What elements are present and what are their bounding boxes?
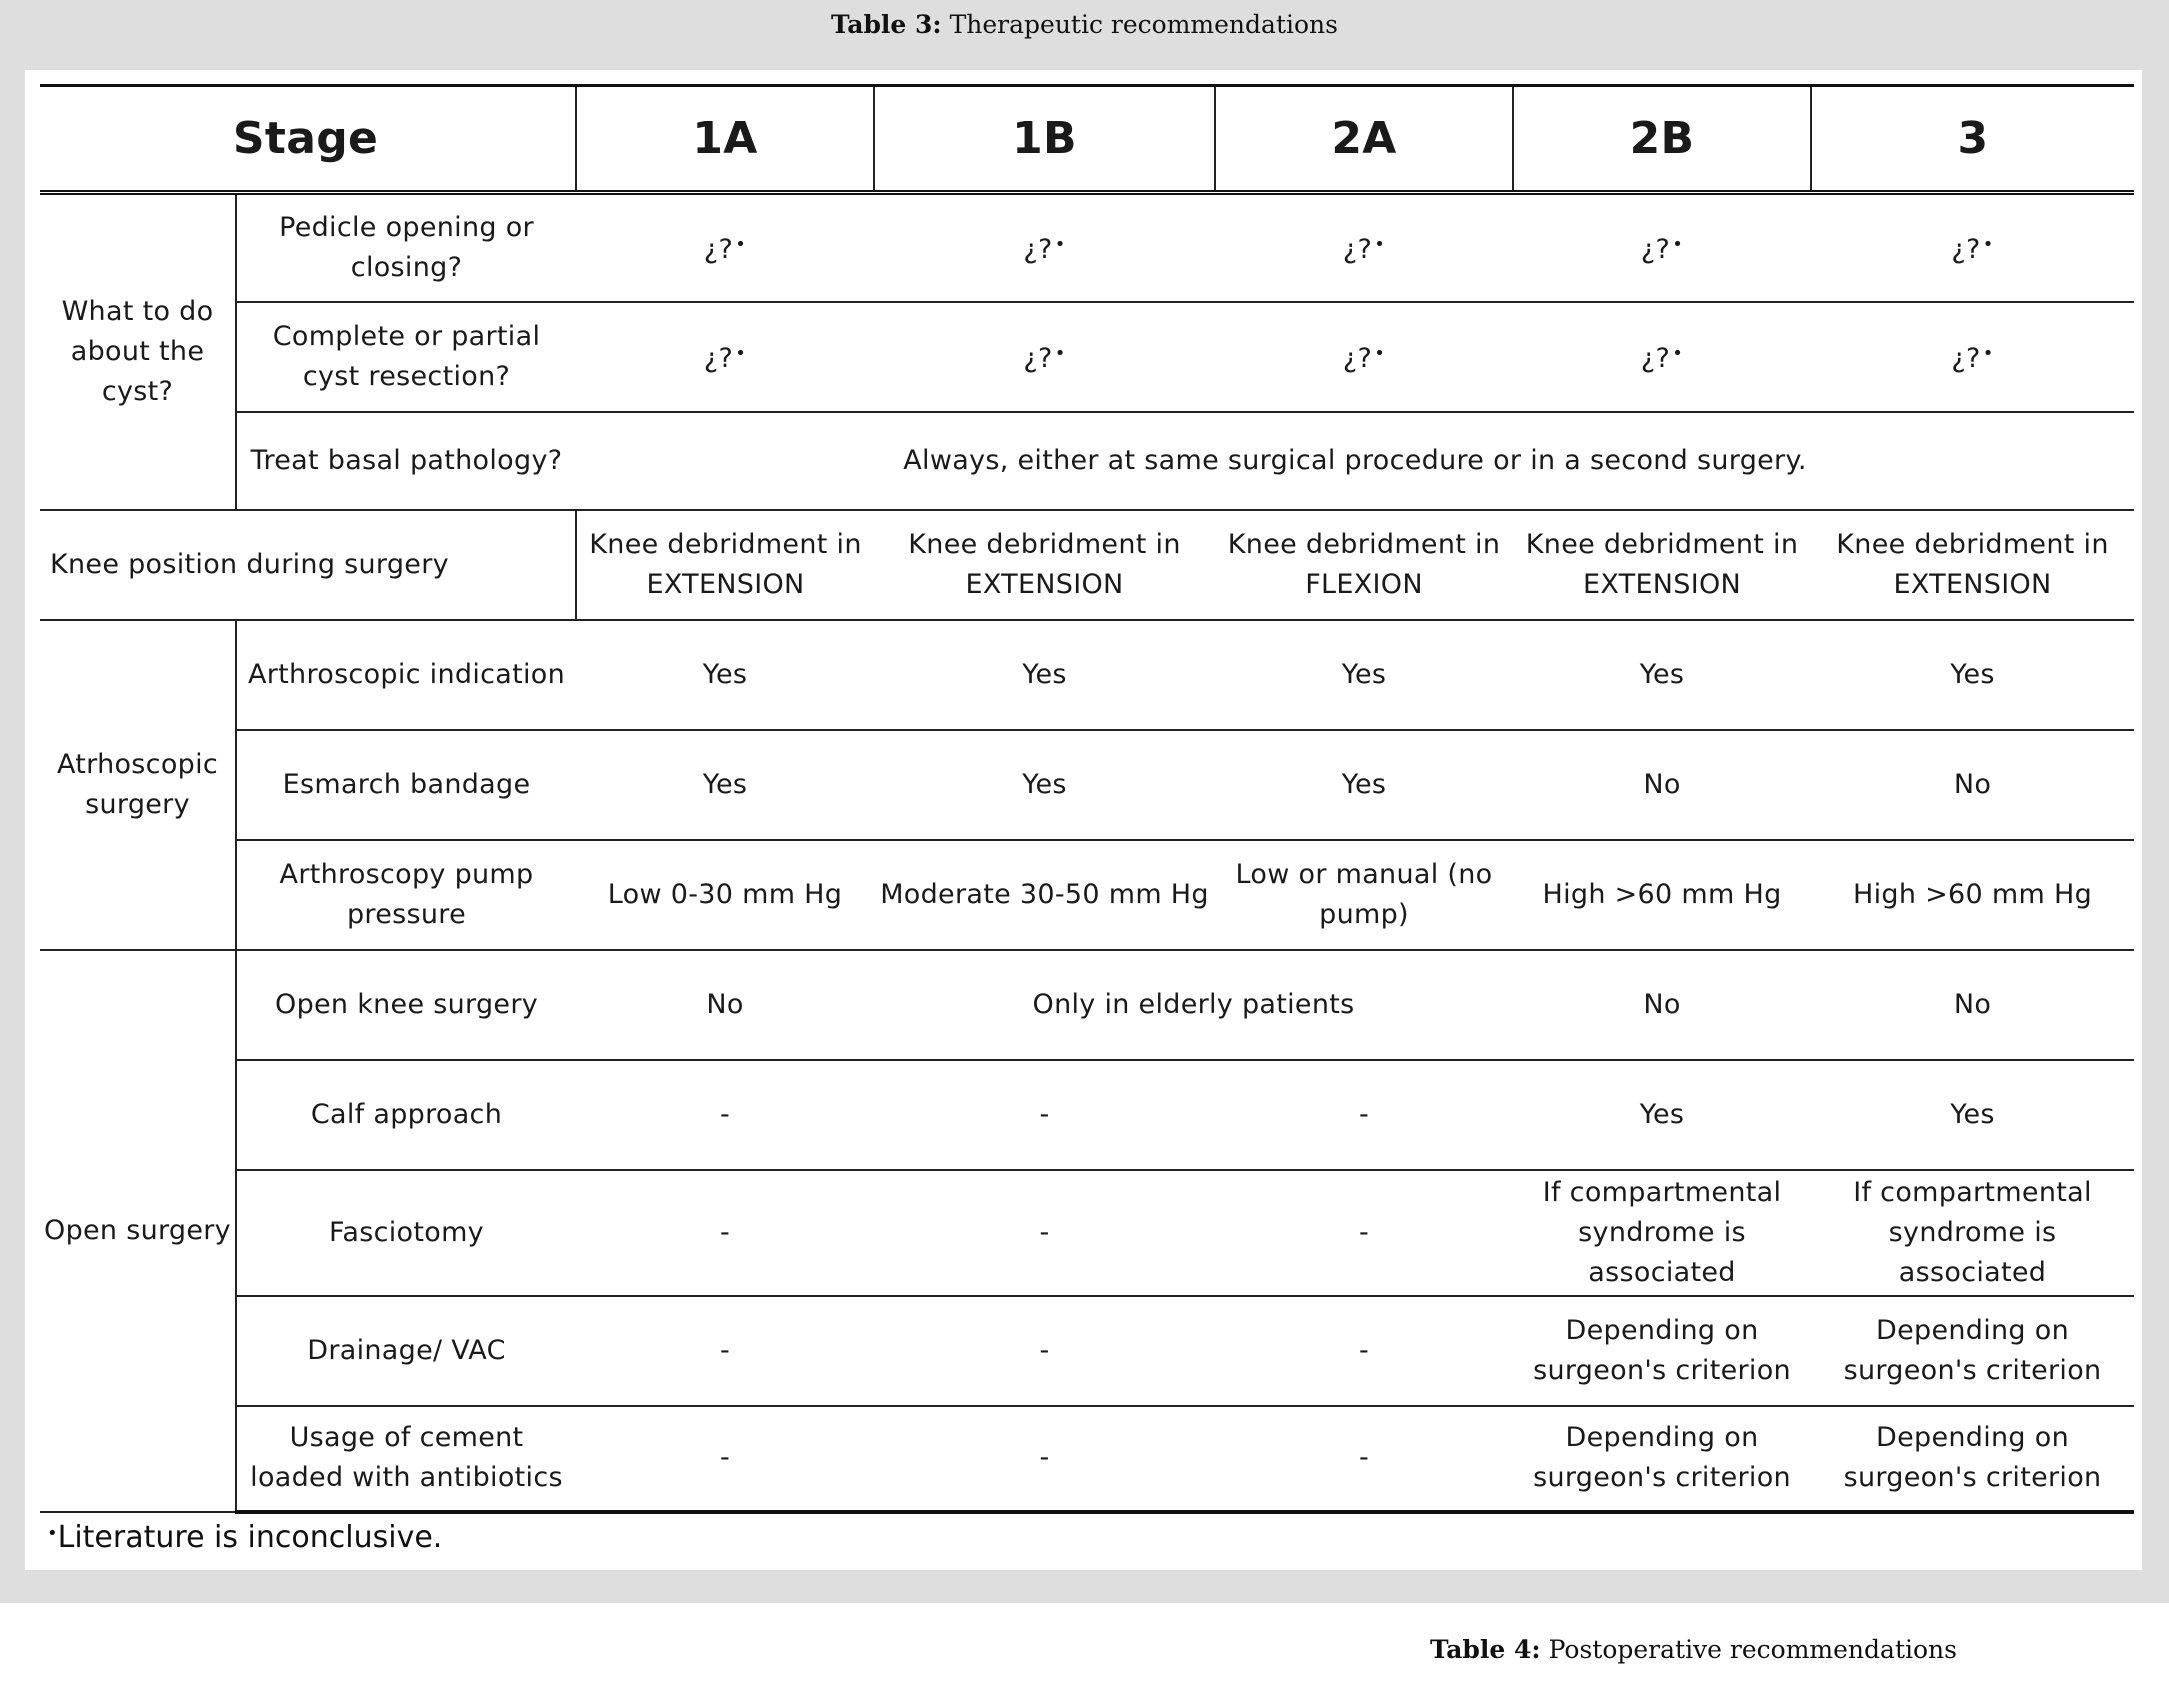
table-row bbox=[40, 1170, 2134, 1296]
q-text: ¿? bbox=[703, 234, 734, 266]
group-cyst: What to do about the cyst? bbox=[40, 193, 236, 510]
table-4-caption bbox=[1430, 1635, 1957, 1664]
asterisk: • bbox=[1054, 234, 1066, 256]
table-4-label: Table 4: bbox=[1430, 1635, 1541, 1664]
cell-knee-1a: Knee debridment in EXTENSION bbox=[576, 510, 874, 620]
table-row bbox=[40, 302, 2134, 412]
row-label-fasciotomy: Fasciotomy bbox=[236, 1170, 576, 1296]
cell-esmarch-1b: Yes bbox=[874, 730, 1215, 840]
row-label-drainage: Drainage/ VAC bbox=[236, 1296, 576, 1406]
cell-basal-span: Always, either at same surgical procedure or in a second surgery. bbox=[576, 412, 2134, 510]
table-row bbox=[40, 193, 2134, 302]
cell-pedicle-1a bbox=[576, 193, 874, 302]
cell-resection-1b bbox=[874, 302, 1215, 412]
cell-openknee-3: No bbox=[1811, 950, 2134, 1060]
cell-esmarch-3: No bbox=[1811, 730, 2134, 840]
cell-indication-2b: Yes bbox=[1513, 620, 1811, 730]
row-label-open-knee: Open knee surgery bbox=[236, 950, 576, 1060]
cell-fasciotomy-2a: - bbox=[1215, 1170, 1513, 1296]
cell-fasciotomy-1a: - bbox=[576, 1170, 874, 1296]
group-open-surgery: Open surgery bbox=[40, 950, 236, 1512]
header-col-3: 3 bbox=[1811, 86, 2134, 193]
cell-drainage-2b: Depending on surgeon's criterion bbox=[1513, 1296, 1811, 1406]
cell-pedicle-1b bbox=[874, 193, 1215, 302]
header-col-2a: 2A bbox=[1215, 86, 1513, 193]
cell-indication-1b: Yes bbox=[874, 620, 1215, 730]
row-label-indication: Arthroscopic indication bbox=[236, 620, 576, 730]
q-text: ¿? bbox=[1640, 343, 1671, 374]
cell-pedicle-2b bbox=[1513, 193, 1811, 302]
q-text: ¿? bbox=[1023, 234, 1053, 266]
cell-esmarch-2a: Yes bbox=[1215, 730, 1513, 840]
cell-calf-2a: - bbox=[1215, 1060, 1513, 1170]
recommendations-table bbox=[40, 84, 2134, 1514]
header-row bbox=[40, 86, 2134, 193]
cell-pump-2b: High >60 mm Hg bbox=[1513, 840, 1811, 950]
row-label-knee: Knee position during surgery bbox=[40, 510, 576, 620]
footnote-text: Literature is inconclusive. bbox=[57, 1520, 443, 1555]
q-text: ¿? bbox=[1640, 234, 1671, 266]
table-row bbox=[40, 1060, 2134, 1170]
table-row bbox=[40, 1296, 2134, 1406]
cell-indication-3: Yes bbox=[1811, 620, 2134, 730]
cell-cement-3: Depending on surgeon's criterion bbox=[1811, 1406, 2134, 1512]
cell-cement-2b: Depending on surgeon's criterion bbox=[1513, 1406, 1811, 1512]
asterisk: • bbox=[1982, 343, 1994, 364]
cell-drainage-3: Depending on surgeon's criterion bbox=[1811, 1296, 2134, 1406]
asterisk: • bbox=[1982, 234, 1994, 256]
cell-pedicle-2a bbox=[1215, 193, 1513, 302]
asterisk: • bbox=[1672, 343, 1684, 364]
header-col-1a: 1A bbox=[576, 86, 874, 193]
row-label-esmarch: Esmarch bandage bbox=[236, 730, 576, 840]
cell-esmarch-1a: Yes bbox=[576, 730, 874, 840]
cell-calf-3: Yes bbox=[1811, 1060, 2134, 1170]
header-col-2b: 2B bbox=[1513, 86, 1811, 193]
asterisk: • bbox=[1672, 234, 1684, 256]
asterisk: • bbox=[735, 343, 747, 364]
table-image-card bbox=[25, 70, 2142, 1570]
cell-cement-1a: - bbox=[576, 1406, 874, 1512]
q-text: ¿? bbox=[1023, 343, 1053, 374]
cell-cement-2a: - bbox=[1215, 1406, 1513, 1512]
table-row bbox=[40, 1406, 2134, 1512]
table-row bbox=[40, 950, 2134, 1060]
cell-knee-1b: Knee debridment in EXTENSION bbox=[874, 510, 1215, 620]
footnote-mark: • bbox=[47, 1523, 58, 1544]
cell-knee-2b: Knee debridment in EXTENSION bbox=[1513, 510, 1811, 620]
cell-drainage-1a: - bbox=[576, 1296, 874, 1406]
footnote bbox=[45, 1520, 442, 1555]
header-stage: Stage bbox=[40, 86, 576, 193]
table-row bbox=[40, 840, 2134, 950]
cell-knee-3: Knee debridment in EXTENSION bbox=[1811, 510, 2134, 620]
asterisk: • bbox=[1054, 343, 1066, 364]
row-label-calf: Calf approach bbox=[236, 1060, 576, 1170]
cell-resection-3 bbox=[1811, 302, 2134, 412]
row-label-resection: Complete or partial cyst resection? bbox=[236, 302, 576, 412]
cell-cement-1b: - bbox=[874, 1406, 1215, 1512]
cell-pedicle-3 bbox=[1811, 193, 2134, 302]
cell-openknee-span: Only in elderly patients bbox=[874, 950, 1513, 1060]
row-label-pump: Arthroscopy pump pressure bbox=[236, 840, 576, 950]
header-col-1b: 1B bbox=[874, 86, 1215, 193]
table-row bbox=[40, 730, 2134, 840]
cell-indication-1a: Yes bbox=[576, 620, 874, 730]
table-row bbox=[40, 620, 2134, 730]
cell-fasciotomy-2b: If compartmental syndrome is associated bbox=[1513, 1170, 1811, 1296]
cell-resection-2b bbox=[1513, 302, 1811, 412]
cell-calf-1b: - bbox=[874, 1060, 1215, 1170]
table-row bbox=[40, 412, 2134, 510]
asterisk: • bbox=[1374, 234, 1386, 256]
cell-calf-1a: - bbox=[576, 1060, 874, 1170]
table-3-title: Therapeutic recommendations bbox=[949, 10, 1338, 39]
q-text: ¿? bbox=[1951, 343, 1981, 374]
cell-fasciotomy-3: If compartmental syndrome is associated bbox=[1811, 1170, 2134, 1296]
q-text: ¿? bbox=[1342, 343, 1373, 374]
cell-resection-2a bbox=[1215, 302, 1513, 412]
cell-calf-2b: Yes bbox=[1513, 1060, 1811, 1170]
row-label-pedicle: Pedicle opening or closing? bbox=[236, 193, 576, 302]
table-row bbox=[40, 510, 2134, 620]
q-text: ¿? bbox=[703, 343, 734, 374]
table-3-label: Table 3: bbox=[831, 10, 942, 39]
cell-drainage-1b: - bbox=[874, 1296, 1215, 1406]
cell-openknee-2b: No bbox=[1513, 950, 1811, 1060]
asterisk: • bbox=[1374, 343, 1386, 364]
row-label-cement: Usage of cement loaded with antibiotics bbox=[236, 1406, 576, 1512]
cell-openknee-1a: No bbox=[576, 950, 874, 1060]
cell-pump-1a: Low 0-30 mm Hg bbox=[576, 840, 874, 950]
cell-resection-1a bbox=[576, 302, 874, 412]
cell-knee-2a: Knee debridment in FLEXION bbox=[1215, 510, 1513, 620]
row-label-basal: Treat basal pathology? bbox=[236, 412, 576, 510]
table-3-caption bbox=[0, 10, 2169, 39]
q-text: ¿? bbox=[1951, 234, 1981, 266]
cell-pump-1b: Moderate 30-50 mm Hg bbox=[874, 840, 1215, 950]
group-arthroscopic: Atrhoscopic surgery bbox=[40, 620, 236, 950]
cell-pump-2a: Low or manual (no pump) bbox=[1215, 840, 1513, 950]
q-text: ¿? bbox=[1342, 234, 1373, 266]
cell-indication-2a: Yes bbox=[1215, 620, 1513, 730]
cell-esmarch-2b: No bbox=[1513, 730, 1811, 840]
cell-pump-3: High >60 mm Hg bbox=[1811, 840, 2134, 950]
cell-fasciotomy-1b: - bbox=[874, 1170, 1215, 1296]
cell-drainage-2a: - bbox=[1215, 1296, 1513, 1406]
asterisk: • bbox=[735, 234, 747, 256]
table-4-title: Postoperative recommendations bbox=[1548, 1635, 1957, 1664]
